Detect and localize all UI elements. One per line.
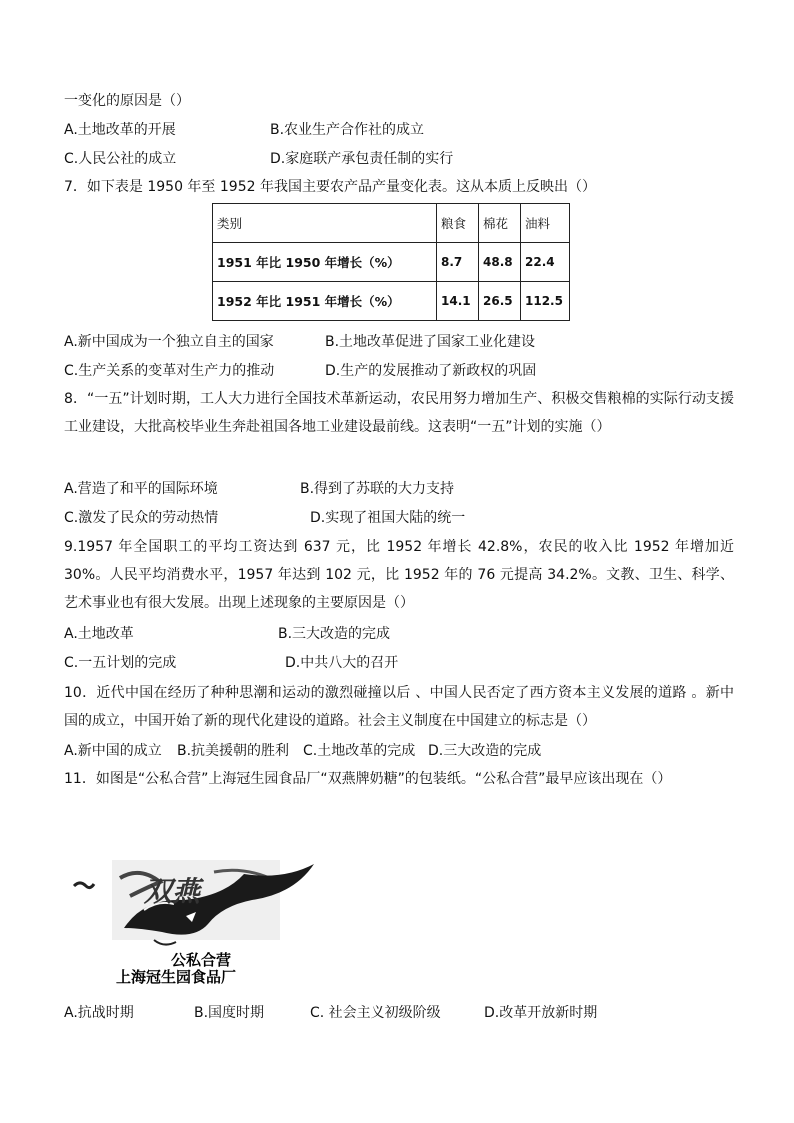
q9-option-c: C.一五计划的完成 — [64, 655, 177, 671]
q8-option-d: D.实现了祖国大陆的统一 — [310, 510, 466, 526]
q11-option-a: A.抗战时期 — [64, 1005, 134, 1021]
q8-stem: 8．“一五”计划时期，工人大力进行全国技术革新运动，农民用努力增加生产、积极交售粮棉的实际行动支援工业建设，大批高校毕业生奔赴祖国各地工业建设最前线。这表明“一五”计划的实施（） — [64, 391, 734, 435]
q11-stem: 11．如图是“公私合营”上海冠生园食品厂“双燕牌奶糖”的包装纸。“公私合营”最早应该出现在（） — [64, 771, 672, 787]
q7-table — [212, 203, 570, 321]
q11-option-c: C. 社会主义初级阶级 — [310, 1005, 441, 1021]
table-cell: 14.1 — [437, 282, 479, 321]
q10-option-a: A.新中国的成立 — [64, 743, 162, 759]
q10-stem: 10．近代中国在经历了种种思潮和运动的激烈碰撞以后 、中国人民否定了西方资本主义发展的道路 。新中国的成立，中国开始了新的现代化建设的道路。社会主义制度在中国建立的标志是（） — [64, 685, 734, 729]
q7-stem: 7．如下表是 1950 年至 1952 年我国主要农产品产量变化表。这从本质上反映出（） — [64, 179, 596, 195]
q7-option-d: D.生产的发展推动了新政权的巩固 — [325, 363, 537, 379]
q6-option-b: B.农业生产合作社的成立 — [270, 122, 425, 138]
table-cell: 22.4 — [521, 243, 570, 282]
q6-option-c: C.人民公社的成立 — [64, 151, 177, 167]
q10-option-d: D.三大改造的完成 — [428, 743, 542, 759]
q11-option-d: D.改革开放新时期 — [484, 1005, 598, 1021]
table-header: 油料 — [521, 204, 570, 243]
table-row — [213, 282, 570, 321]
wrapper-line2: 上海冠生园食品厂 — [116, 968, 237, 986]
q9-option-d: D.中共八大的召开 — [285, 655, 399, 671]
table-cell: 26.5 — [479, 282, 521, 321]
q8-option-b: B.得到了苏联的大力支持 — [300, 481, 455, 497]
q11-option-b: B.国度时期 — [194, 1005, 265, 1021]
table-row — [213, 243, 570, 282]
q7-option-c: C.生产关系的变革对生产力的推动 — [64, 363, 275, 379]
q9-option-a: A.土地改革 — [64, 626, 134, 642]
table-cell: 1952 年比 1951 年增长（%） — [213, 282, 437, 321]
table-cell: 112.5 — [521, 282, 570, 321]
q9-option-b: B.三大改造的完成 — [278, 626, 391, 642]
table-cell: 8.7 — [437, 243, 479, 282]
q8-option-c: C.激发了民众的劳动热情 — [64, 510, 219, 526]
table-header: 粮食 — [437, 204, 479, 243]
q7-option-a: A.新中国成为一个独立自主的国家 — [64, 334, 274, 350]
q8-option-a: A.营造了和平的国际环境 — [64, 481, 218, 497]
table-header: 棉花 — [479, 204, 521, 243]
table-cell: 1951 年比 1950 年增长（%） — [213, 243, 437, 282]
wrapper-line1: 公私合营 — [171, 951, 232, 969]
table-cell: 48.8 — [479, 243, 521, 282]
q6-option-d: D.家庭联产承包责任制的实行 — [270, 151, 454, 167]
q6-stem-tail: 一变化的原因是（） — [64, 93, 190, 109]
q9-stem: 9.1957 年全国职工的平均工资达到 637 元，比 1952 年增长 42.8%，农民的收入比 1952 年增加近 30%。人民平均消费水平，1957 年达到 102 元，比 1952 年的 76 元提高 34.2%。文教、卫生、科学、艺术事业也有很大发展。出现上述现象的主要原因是（） — [64, 539, 734, 611]
q10-option-c: C.土地改革的完成 — [303, 743, 416, 759]
q6-option-a: A.土地改革的开展 — [64, 122, 176, 138]
brand-name: 双燕 — [144, 875, 201, 908]
table-header-row — [213, 204, 570, 243]
candy-wrapper-image — [64, 858, 320, 988]
q10-option-b: B.抗美援朝的胜利 — [177, 743, 290, 759]
table-header: 类别 — [213, 204, 437, 243]
q7-option-b: B.土地改革促进了国家工业化建设 — [325, 334, 536, 350]
